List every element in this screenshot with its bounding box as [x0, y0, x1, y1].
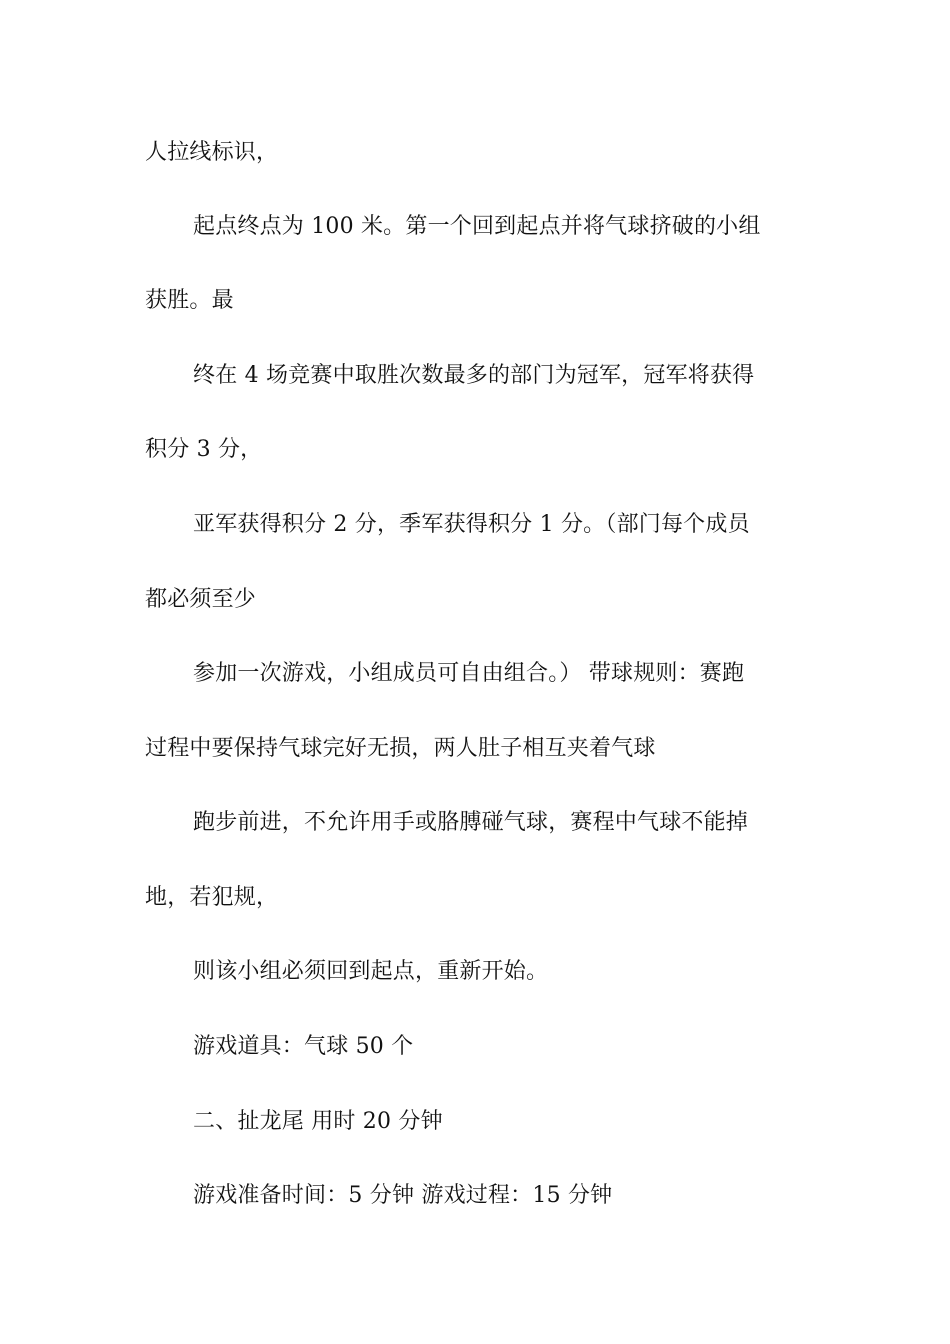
- text-line: 跑步前进，不允许用手或胳膊碰气球，赛程中气球不能掉: [193, 810, 749, 835]
- text-line: 过程中要保持气球完好无损，两人肚子相互夹着气球: [145, 736, 656, 761]
- text-line: 积分 3 分，: [145, 437, 263, 462]
- text-line: 终在 4 场竞赛中取胜次数最多的部门为冠军，冠军将获得: [193, 363, 755, 388]
- text-line: 起点终点为 100 米。第一个回到起点并将气球挤破的小组: [193, 214, 761, 239]
- text-line: 则该小组必须回到起点，重新开始。: [193, 959, 549, 984]
- text-line: 人拉线标识，: [145, 140, 279, 165]
- time-line: 游戏准备时间：5 分钟 游戏过程：15 分钟: [193, 1183, 613, 1208]
- section-heading: 二、扯龙尾 用时 20 分钟: [193, 1109, 443, 1134]
- text-line: 亚军获得积分 2 分，季军获得积分 1 分。（部门每个成员: [193, 512, 750, 537]
- text-line: 都必须至少: [145, 587, 257, 612]
- text-line: 获胜。最: [145, 288, 234, 313]
- text-line: 参加一次游戏，小组成员可自由组合。） 带球规则：赛跑: [193, 661, 745, 686]
- text-line: 地，若犯规，: [145, 885, 279, 910]
- props-line: 游戏道具：气球 50 个: [193, 1034, 414, 1059]
